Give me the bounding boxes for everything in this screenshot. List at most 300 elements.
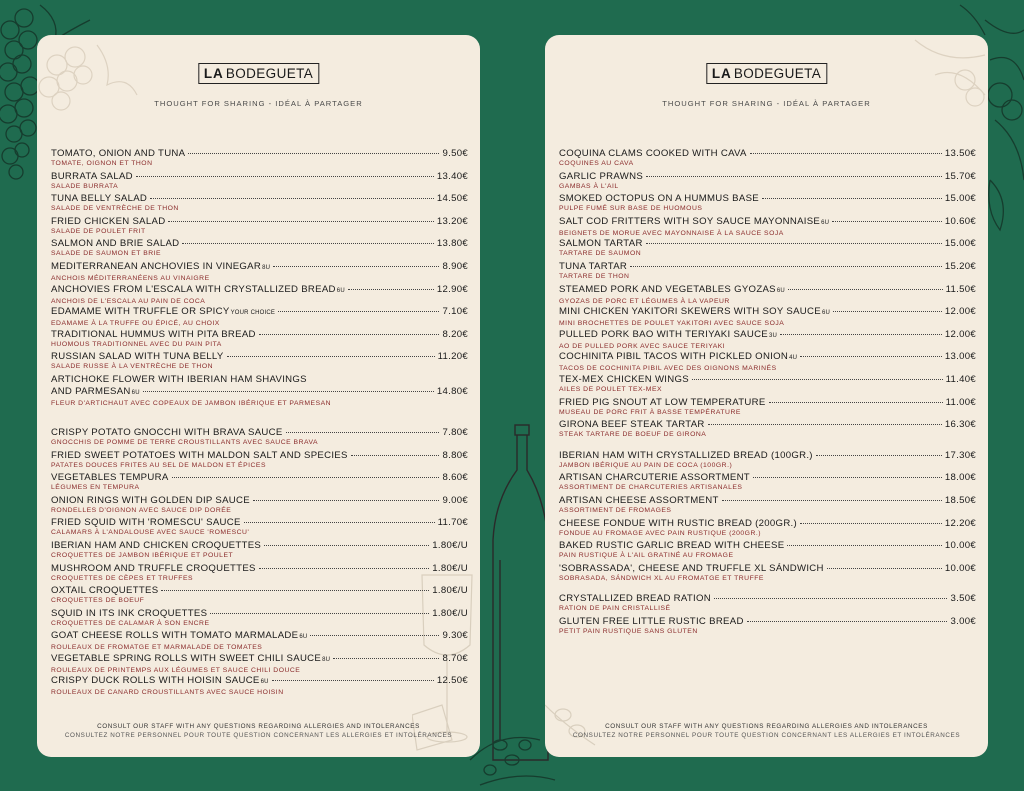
menu-item	[51, 585, 468, 608]
item-row	[51, 238, 468, 249]
menu-item	[559, 284, 976, 307]
dot-leader	[227, 356, 435, 357]
item-row	[51, 284, 468, 297]
item-translation: FONDUE AU FROMAGE AVEC PAIN RUSTIQUE (200GR.)	[559, 529, 762, 537]
item-name: FRIED CHICKEN SALAD	[51, 215, 166, 227]
menu-item	[51, 216, 468, 239]
item-row	[51, 216, 468, 227]
menu-item	[559, 518, 976, 541]
dot-leader	[272, 680, 434, 681]
menu-item	[51, 517, 468, 540]
item-portion: 4U	[789, 355, 798, 362]
item-row	[559, 148, 976, 159]
item-row	[51, 540, 468, 551]
item-name: IBERIAN HAM AND CHICKEN CROQUETTES	[51, 539, 262, 551]
item-name: GLUTEN FREE LITTLE RUSTIC BREAD	[559, 615, 744, 627]
menu-item	[51, 193, 468, 216]
item-translation: SALADE BURRATA	[51, 182, 119, 190]
dot-leader	[259, 568, 430, 569]
item-translation: TOMATE, OIGNON ET THON	[51, 160, 153, 167]
item-translation: SALADE DE POULET FRIT	[51, 227, 146, 235]
item-row	[51, 386, 468, 399]
item-row	[559, 193, 976, 204]
item-price: 13.00€	[944, 351, 976, 363]
leaves-watermark	[875, 35, 988, 145]
menu-item	[559, 171, 976, 194]
item-row	[559, 351, 976, 364]
item-row	[559, 216, 976, 229]
item-translation: ROULEAUX DE FROMATGE ET MARMALADE DE TOMATES	[51, 644, 263, 652]
item-name: CRISPY DUCK ROLLS WITH HOISIN SAUCE	[51, 675, 260, 687]
dot-leader	[832, 221, 942, 222]
item-portion: YOUR CHOICE	[230, 310, 276, 317]
section-spacer	[559, 442, 976, 450]
item-name: PULLED PORK BAO WITH TERIYAKI SAUCE	[559, 328, 768, 340]
item-name: TOMATO, ONION AND TUNA	[51, 148, 186, 159]
item-row	[51, 450, 468, 461]
item-price: 12.90€	[436, 283, 468, 295]
item-price: 11.00€	[945, 396, 976, 408]
dot-leader	[351, 455, 440, 456]
item-name: IBERIAN HAM WITH CRYSTALLIZED BREAD (100GR.)	[559, 449, 813, 461]
dot-leader	[787, 545, 941, 546]
item-price: 13.40€	[436, 170, 468, 182]
item-translation: ROULEAUX DE PRINTEMPS AUX LÉGUMES ET SAUCE CHILI DOUCE	[51, 666, 301, 674]
item-portion: 6U	[821, 219, 830, 226]
item-translation: ANCHOIS DE L'ESCALA AU PAIN DE COCA	[51, 297, 206, 305]
menu-item	[559, 593, 976, 616]
dot-leader	[188, 153, 439, 154]
item-translation: CROQUETTES DE CÈPES ET TRUFFES	[51, 574, 194, 582]
item-name: EDAMAME WITH TRUFFLE OR SPICY	[51, 306, 230, 318]
dot-leader	[646, 243, 942, 244]
item-price: 3.00€	[950, 615, 976, 627]
item-portion: 6U	[260, 679, 269, 686]
menu-item	[51, 374, 468, 419]
item-price: 1.80€/U	[432, 585, 468, 597]
item-name: FRIED SWEET POTATOES WITH MALDON SALT AND SPECIES	[51, 449, 348, 461]
item-price: 18.50€	[944, 494, 976, 506]
item-row	[559, 419, 976, 430]
dot-leader	[172, 477, 440, 478]
dot-leader	[348, 289, 434, 290]
section-spacer	[51, 419, 468, 427]
item-price: 13.50€	[944, 148, 976, 159]
menu-item	[559, 616, 976, 639]
item-translation: AILES DE POULET TEX-MEX	[559, 385, 663, 393]
item-name: 'SOBRASSADA', CHEESE AND TRUFFLE XL SÁNDWICH	[559, 562, 824, 574]
item-row	[51, 653, 468, 666]
allergy-notice-en: CONSULT OUR STAFF WITH ANY QUESTIONS REGARDING ALLERGIES AND INTOLERANCES	[97, 723, 420, 730]
dot-leader	[168, 221, 433, 222]
item-name: TEX-MEX CHICKEN WINGS	[559, 373, 689, 385]
tagline: THOUGHT FOR SHARING - IDÉAL À PARTAGER	[154, 99, 363, 108]
item-translation: TACOS DE COCHINITA PIBIL AVEC DES OIGNONS MARINÉS	[559, 365, 777, 373]
menu-list-left	[51, 148, 468, 698]
menu-item	[51, 171, 468, 194]
menu-item	[51, 261, 468, 284]
item-price: 15.20€	[944, 260, 976, 272]
dot-leader	[747, 621, 948, 622]
menu-item	[559, 351, 976, 374]
item-name: GIRONA BEEF STEAK TARTAR	[559, 419, 705, 431]
item-row	[559, 306, 976, 319]
item-price: 9.50€	[442, 148, 468, 159]
dot-leader	[722, 500, 942, 501]
dot-leader	[310, 635, 439, 636]
item-translation: CROQUETTES DE JAMBON IBÉRIQUE ET POULET	[51, 551, 234, 559]
item-name: STEAMED PORK AND VEGETABLES GYOZAS	[559, 283, 776, 295]
menu-item	[51, 329, 468, 352]
item-name: GOAT CHEESE ROLLS WITH TOMATO MARMALADE	[51, 630, 299, 642]
item-price: 3.50€	[950, 593, 976, 605]
dot-leader	[692, 379, 943, 380]
item-row	[51, 675, 468, 688]
dot-leader	[833, 311, 942, 312]
item-price: 7.10€	[442, 306, 468, 318]
item-name: FRIED SQUID WITH 'ROMESCU' SAUCE	[51, 517, 241, 529]
menu-item	[559, 450, 976, 473]
item-row	[51, 472, 468, 483]
brand-logo	[706, 63, 827, 84]
dot-leader	[136, 176, 434, 177]
menu-item	[51, 306, 468, 329]
dot-leader	[630, 266, 942, 267]
menu-item	[559, 397, 976, 420]
item-translation: SALADE RUSSE À LA VENTRÈCHE DE THON	[51, 363, 214, 371]
dot-leader	[150, 198, 434, 199]
item-price: 13.20€	[436, 215, 468, 227]
item-name: CHEESE FONDUE WITH RUSTIC BREAD (200GR.)	[559, 517, 798, 529]
item-translation: HUOMOUS TRADITIONNEL AVEC DU PAIN PITA	[51, 340, 222, 348]
item-translation: STEAK TARTARE DE BOEUF DE GIRONA	[559, 431, 707, 439]
dot-leader	[788, 289, 943, 290]
menu-item	[51, 653, 468, 676]
item-name: ARTISAN CHEESE ASSORTMENT	[559, 494, 719, 506]
menu-item	[51, 427, 468, 450]
item-translation: RATION DE PAIN CRISTALLISÉ	[559, 605, 671, 613]
menu-item	[559, 306, 976, 329]
menu-item	[51, 630, 468, 653]
menu-item	[51, 351, 468, 374]
item-price: 11.20€	[437, 351, 468, 363]
menu-item	[559, 193, 976, 216]
menu-item	[559, 419, 976, 442]
menu-item	[559, 238, 976, 261]
menu-item	[51, 675, 468, 698]
item-translation: ANCHOIS MÉDITERRANÉENS AU VINAIGRE	[51, 274, 210, 282]
olives-watermark	[545, 675, 605, 757]
item-row	[559, 450, 976, 461]
item-row	[51, 306, 468, 319]
item-name: TUNA TARTAR	[559, 260, 628, 272]
menu-item	[559, 374, 976, 397]
item-translation: FLEUR D'ARTICHAUT AVEC COPEAUX DE JAMBON IBÉRIQUE ET PARMESAN	[51, 400, 332, 408]
section-spacer	[559, 585, 976, 593]
item-price: 1.80€/U	[432, 562, 468, 574]
item-price: 9.00€	[442, 494, 468, 506]
item-translation: CROQUETTES DE BOEUF	[51, 597, 145, 605]
item-price: 14.50€	[436, 193, 468, 205]
menu-item	[559, 563, 976, 586]
item-price: 1.80€/U	[432, 607, 468, 619]
item-price: 8.90€	[442, 260, 468, 272]
item-name: COCHINITA PIBIL TACOS WITH PICKLED ONION	[559, 351, 789, 363]
item-row	[51, 585, 468, 596]
item-translation: PETIT PAIN RUSTIQUE SANS GLUTEN	[559, 627, 698, 635]
item-price: 14.80€	[436, 386, 468, 398]
menu-item	[559, 495, 976, 518]
item-row	[51, 171, 468, 182]
item-price: 15.00€	[944, 238, 976, 250]
item-row	[51, 427, 468, 438]
item-row	[559, 284, 976, 297]
item-row	[559, 593, 976, 604]
item-price: 8.70€	[442, 652, 468, 664]
item-translation: PATATES DOUCES FRITES AU SEL DE MALDON ET ÉPICES	[51, 461, 266, 469]
dot-leader	[769, 402, 943, 403]
item-row	[51, 608, 468, 619]
item-portion: 6U	[299, 634, 308, 641]
dot-leader	[714, 598, 948, 599]
item-translation: AO DE PULLED PORK AVEC SAUCE TERIYAKI	[559, 342, 726, 350]
item-translation: MUSEAU DE PORC FRIT À BASSE TEMPÉRATURE	[559, 408, 741, 416]
item-price: 10.60€	[944, 215, 976, 227]
item-price: 11.70€	[437, 517, 468, 529]
item-price: 17.30€	[944, 449, 976, 461]
item-translation: ASSORTIMENT DE FROMAGES	[559, 506, 672, 514]
item-translation: GAMBAS À L'AIL	[559, 182, 619, 190]
menu-item	[559, 329, 976, 352]
logo-la: LA	[203, 66, 224, 81]
item-portion: 8U	[262, 264, 271, 271]
item-price: 15.00€	[944, 193, 976, 205]
item-row	[51, 563, 468, 574]
item-name: TUNA BELLY SALAD	[51, 193, 148, 205]
item-price: 13.80€	[436, 238, 468, 250]
dot-leader	[259, 334, 440, 335]
item-translation: SALADE DE VENTRÈCHE DE THON	[51, 205, 179, 213]
item-name: COQUINA CLAMS COOKED WITH CAVA	[559, 148, 747, 159]
item-name: MINI CHICKEN YAKITORI SKEWERS WITH SOY SAUCE	[559, 306, 821, 318]
item-translation: GYOZAS DE PORC ET LÉGUMES À LA VAPEUR	[559, 297, 730, 305]
item-translation: BEIGNETS DE MORUE AVEC MAYONNAISE À LA SAUCE SOJA	[559, 229, 784, 237]
item-name: CRYSTALLIZED BREAD RATION	[559, 593, 711, 605]
item-translation: PULPE FUMÉ SUR BASE DE HUOMOUS	[559, 205, 703, 213]
item-name: SALMON TARTAR	[559, 238, 643, 250]
item-translation: MINI BROCHETTES DE POULET YAKITORI AVEC SAUCE SOJA	[559, 320, 785, 328]
item-row	[559, 563, 976, 574]
menu-item	[559, 472, 976, 495]
grapes-watermark	[37, 35, 157, 155]
dot-leader	[780, 334, 942, 335]
item-row	[559, 495, 976, 506]
item-translation: LÉGUMES EN TEMPURA	[51, 484, 140, 492]
item-price: 15.70€	[944, 170, 976, 182]
item-row	[559, 238, 976, 249]
item-price: 12.20€	[944, 517, 976, 529]
item-row	[559, 472, 976, 483]
item-price: 10.00€	[944, 540, 976, 552]
item-row	[51, 495, 468, 506]
brand-logo	[198, 63, 319, 84]
item-price: 11.40€	[945, 373, 976, 385]
dot-leader	[816, 455, 942, 456]
dot-leader	[753, 477, 942, 478]
item-row	[51, 148, 468, 159]
item-translation: ASSORTIMENT DE CHARCUTERIES ARTISANALES	[559, 484, 743, 492]
dot-leader	[273, 266, 439, 267]
dot-leader	[708, 424, 942, 425]
item-price: 11.50€	[945, 283, 976, 295]
item-translation: CROQUETTES DE CALAMAR À SON ENCRE	[51, 619, 210, 627]
item-portion: 6U	[131, 390, 140, 397]
menu-item	[51, 472, 468, 495]
item-name: OXTAIL CROQUETTES	[51, 585, 159, 597]
menu-list-right	[559, 148, 976, 638]
wine-bottle-illustration	[493, 425, 548, 760]
item-price: 7.80€	[442, 426, 468, 438]
menu-item	[51, 495, 468, 518]
item-name: VEGETABLES TEMPURA	[51, 472, 169, 484]
item-name: CRISPY POTATO GNOCCHI WITH BRAVA SAUCE	[51, 426, 283, 438]
menu-card-left	[37, 35, 480, 757]
menu-item	[559, 148, 976, 171]
menu-item	[559, 261, 976, 284]
item-translation: COQUINES AU CAVA	[559, 160, 634, 167]
menu-card-right	[545, 35, 988, 757]
dot-leader	[800, 523, 942, 524]
item-name: ARTICHOKE FLOWER WITH IBERIAN HAM SHAVINGS	[51, 373, 307, 385]
item-translation: TARTARE DE THON	[559, 272, 630, 280]
item-row	[559, 540, 976, 551]
item-row	[51, 329, 468, 340]
item-price: 10.00€	[944, 562, 976, 574]
allergy-notice-en: CONSULT OUR STAFF WITH ANY QUESTIONS REGARDING ALLERGIES AND INTOLERANCES	[605, 723, 928, 730]
menu-item	[559, 216, 976, 239]
item-portion: 6U	[776, 287, 785, 294]
menu-item	[51, 608, 468, 631]
olives-illustration	[470, 738, 555, 786]
dot-leader	[244, 522, 435, 523]
logo-la: LA	[711, 66, 732, 81]
dot-leader	[286, 432, 440, 433]
menu-item	[51, 540, 468, 563]
item-price: 9.30€	[442, 630, 468, 642]
dot-leader	[278, 311, 439, 312]
item-name: FRIED PIG SNOUT AT LOW TEMPERATURE	[559, 396, 766, 408]
dot-leader	[161, 590, 429, 591]
dot-leader	[210, 613, 429, 614]
item-row	[559, 397, 976, 408]
item-translation: GNOCCHIS DE POMME DE TERRE CROUSTILLANTS AVEC SAUCE BRAVA	[51, 438, 319, 446]
item-translation: ROULEAUX DE CANARD CROUSTILLANTS AVEC SAUCE HOISIN	[51, 689, 284, 697]
dot-leader	[253, 500, 440, 501]
item-portion: 3U	[769, 332, 778, 339]
item-translation: SOBRASADA, SÁNDWICH XL AU FROMATGE ET TRUFFE	[559, 574, 764, 582]
item-translation: SALADE DE SAUMON ET BRIE	[51, 250, 162, 258]
item-name: BURRATA SALAD	[51, 170, 133, 182]
item-portion: 6U	[821, 310, 831, 317]
item-price: 12.00€	[944, 328, 976, 340]
item-row	[51, 351, 468, 362]
item-translation: JAMBON IBÉRIQUE AU PAIN DE COCA (100GR.)	[559, 461, 733, 469]
item-name-continued: AND PARMESAN	[51, 386, 131, 398]
dot-leader	[750, 153, 942, 154]
item-row	[559, 329, 976, 342]
item-row	[559, 616, 976, 627]
item-price: 12.50€	[436, 675, 468, 687]
item-price: 8.20€	[442, 328, 468, 340]
menu-item	[51, 563, 468, 586]
item-row	[51, 630, 468, 643]
menu-item	[559, 540, 976, 563]
item-portion: 8U	[322, 656, 331, 663]
item-name: SQUID IN ITS INK CROQUETTES	[51, 607, 208, 619]
logo-name: BODEGUETA	[733, 66, 822, 81]
allergy-notice-fr: CONSULTEZ NOTRE PERSONNEL POUR TOUTE QUESTION CONCERNANT LES ALLERGIES ET INTOLÉRANCES	[64, 732, 453, 739]
item-name: SALMON AND BRIE SALAD	[51, 238, 180, 250]
item-name: ARTISAN CHARCUTERIE ASSORTMENT	[559, 472, 750, 484]
item-name: MUSHROOM AND TRUFFLE CROQUETTES	[51, 562, 256, 574]
item-name: ONION RINGS WITH GOLDEN DIP SAUCE	[51, 494, 250, 506]
item-row	[559, 374, 976, 385]
item-translation: PAIN RUSTIQUE À L'AIL GRATINÉ AU FROMAGE	[559, 552, 734, 560]
dot-leader	[143, 391, 434, 392]
logo-name: BODEGUETA	[225, 66, 314, 81]
dot-leader	[333, 658, 439, 659]
item-translation: CALAMARS À L'ANDALOUSE AVEC SAUCE 'ROMESCU'	[51, 529, 250, 537]
item-price: 12.00€	[944, 306, 976, 318]
item-portion: 6U	[336, 287, 345, 294]
dot-leader	[182, 243, 433, 244]
item-row	[559, 518, 976, 529]
dot-leader	[827, 568, 942, 569]
menu-item	[51, 238, 468, 261]
item-row	[559, 171, 976, 182]
dot-leader	[800, 356, 942, 357]
item-name: VEGETABLE SPRING ROLLS WITH SWEET CHILI SAUCE	[51, 652, 322, 664]
item-row	[51, 261, 468, 274]
item-name: BAKED RUSTIC GARLIC BREAD WITH CHEESE	[559, 540, 785, 552]
item-price: 1.80€/U	[432, 539, 468, 551]
item-row	[559, 261, 976, 272]
item-price: 8.60€	[442, 472, 468, 484]
item-row	[51, 517, 468, 528]
item-name: SALT COD FRITTERS WITH SOY SAUCE MAYONNAISE	[559, 215, 821, 227]
item-name: MEDITERRANEAN ANCHOVIES IN VINEGAR	[51, 260, 262, 272]
item-price: 18.00€	[944, 472, 976, 484]
menu-item	[51, 284, 468, 307]
allergy-notice-fr: CONSULTEZ NOTRE PERSONNEL POUR TOUTE QUESTION CONCERNANT LES ALLERGIES ET INTOLÉRANCES	[572, 732, 961, 739]
item-row	[51, 193, 468, 204]
item-name: ANCHOVIES FROM L'ESCALA WITH CRYSTALLIZED BREAD	[51, 283, 336, 295]
item-name: GARLIC PRAWNS	[559, 170, 644, 182]
tagline: THOUGHT FOR SHARING - IDÉAL À PARTAGER	[662, 99, 871, 108]
item-name: SMOKED OCTOPUS ON A HUMMUS BASE	[559, 193, 759, 205]
menu-item	[51, 450, 468, 473]
dot-leader	[762, 198, 942, 199]
item-name: TRADITIONAL HUMMUS WITH PITA BREAD	[51, 328, 256, 340]
dot-leader	[646, 176, 942, 177]
item-price: 16.30€	[944, 419, 976, 431]
item-translation: EDAMAME À LA TRUFFE OU ÉPICÉ, AU CHOIX	[51, 320, 220, 328]
item-translation: TARTARE DE SAUMON	[559, 250, 642, 258]
dot-leader	[264, 545, 429, 546]
menu-item	[51, 148, 468, 171]
item-name: RUSSIAN SALAD WITH TUNA BELLY	[51, 351, 224, 363]
item-price: 8.80€	[442, 449, 468, 461]
